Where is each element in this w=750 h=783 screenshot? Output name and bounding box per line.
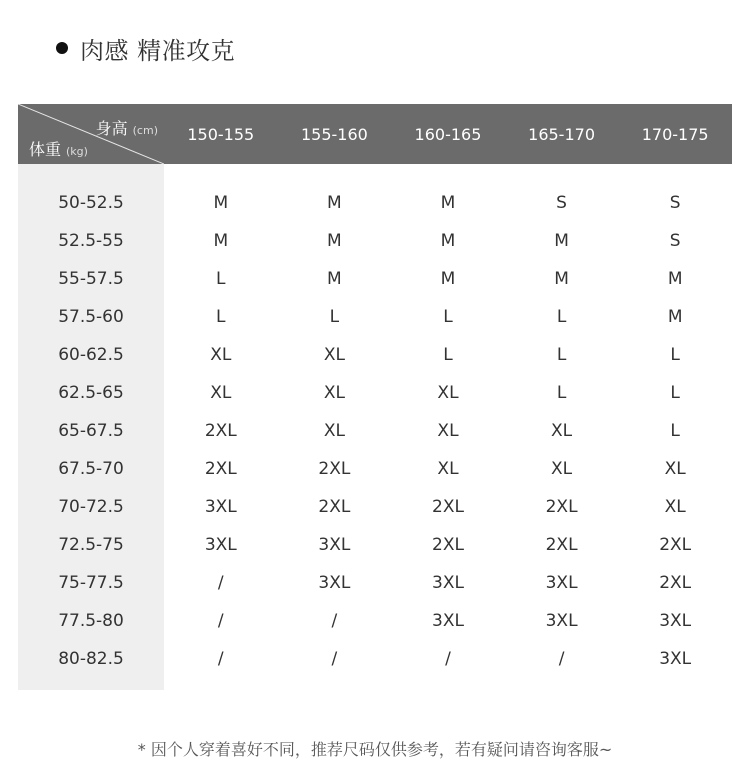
size-cell: 3XL bbox=[545, 611, 578, 631]
table-row bbox=[18, 336, 732, 374]
table-row bbox=[18, 564, 732, 602]
size-cell: XL bbox=[664, 497, 686, 517]
size-cell: M bbox=[554, 269, 569, 289]
size-cell: M bbox=[667, 269, 683, 289]
size-cell: 2XL bbox=[318, 497, 351, 517]
table-row bbox=[18, 602, 732, 640]
size-cell: M bbox=[440, 231, 456, 251]
weight-range-label: 60-62.5 bbox=[58, 345, 124, 365]
size-cell: / bbox=[331, 611, 338, 631]
table-row bbox=[18, 488, 732, 526]
size-cell: M bbox=[327, 269, 342, 289]
size-cell: XL bbox=[551, 421, 573, 441]
weight-range-label: 72.5-75 bbox=[58, 535, 124, 555]
size-cell: XL bbox=[323, 421, 345, 441]
weight-range-label: 70-72.5 bbox=[58, 497, 124, 517]
size-cell: 3XL bbox=[204, 497, 237, 517]
weight-range-label: 75-77.5 bbox=[58, 573, 124, 593]
size-cell: 3XL bbox=[432, 611, 464, 631]
size-cell: M bbox=[327, 193, 342, 213]
size-cell: 3XL bbox=[545, 573, 578, 593]
size-cell: 3XL bbox=[318, 535, 351, 555]
size-cell: L bbox=[216, 307, 226, 327]
weight-range-label: 77.5-80 bbox=[58, 611, 124, 631]
size-cell: 2XL bbox=[432, 535, 464, 555]
size-cell: M bbox=[213, 231, 229, 251]
size-cell: XL bbox=[323, 345, 345, 365]
corner-cell bbox=[18, 104, 164, 164]
size-cell: / bbox=[217, 573, 224, 593]
size-cell: L bbox=[670, 345, 680, 365]
table-row bbox=[18, 412, 732, 450]
size-cell: XL bbox=[210, 345, 232, 365]
size-cell: XL bbox=[437, 459, 459, 479]
size-cell: 2XL bbox=[432, 497, 464, 517]
bullet-icon bbox=[56, 42, 68, 54]
weight-range-label: 57.5-60 bbox=[58, 307, 124, 327]
size-cell: 2XL bbox=[204, 459, 237, 479]
size-cell: M bbox=[327, 231, 342, 251]
size-cell: S bbox=[556, 193, 567, 213]
height-column-header: 150-155 bbox=[187, 124, 255, 144]
height-axis-label: 身高 (cm) bbox=[95, 119, 158, 138]
size-cell: L bbox=[556, 307, 567, 327]
size-cell: / bbox=[331, 649, 338, 669]
height-column-header: 160-165 bbox=[414, 124, 482, 144]
heading-title: 肉感 精准攻克 bbox=[80, 36, 236, 65]
weight-range-label: 50-52.5 bbox=[58, 193, 124, 213]
size-cell: 3XL bbox=[659, 649, 692, 669]
size-cell: M bbox=[213, 193, 229, 213]
size-chart-table bbox=[18, 104, 732, 690]
size-cell: M bbox=[554, 231, 569, 251]
table-row bbox=[18, 298, 732, 336]
disclaimer-footnote: * 因个人穿着喜好不同，推荐尺码仅供参考，若有疑问请咨询客服~ bbox=[137, 740, 613, 759]
weight-axis-label: 体重 (kg) bbox=[29, 140, 88, 159]
size-cell: / bbox=[217, 611, 224, 631]
size-cell: 2XL bbox=[659, 573, 692, 593]
section-heading bbox=[56, 30, 235, 66]
table-header-row bbox=[18, 104, 732, 164]
table-row bbox=[18, 184, 732, 222]
size-cell: L bbox=[216, 269, 226, 289]
size-cell: L bbox=[670, 383, 680, 403]
size-cell: 2XL bbox=[545, 497, 578, 517]
size-cell: L bbox=[556, 345, 567, 365]
size-cell: L bbox=[443, 345, 453, 365]
size-cell: 2XL bbox=[318, 459, 351, 479]
size-cell: XL bbox=[551, 459, 573, 479]
height-column-header: 165-170 bbox=[528, 124, 595, 144]
size-cell: L bbox=[556, 383, 567, 403]
size-cell: 2XL bbox=[204, 421, 237, 441]
size-cell: 2XL bbox=[659, 535, 692, 555]
table-row bbox=[18, 526, 732, 564]
size-cell: 3XL bbox=[659, 611, 692, 631]
size-cell: S bbox=[669, 193, 681, 213]
table-row bbox=[18, 640, 732, 678]
size-cell: / bbox=[217, 649, 224, 669]
size-cell: 3XL bbox=[318, 573, 351, 593]
weight-range-label: 55-57.5 bbox=[58, 269, 124, 289]
size-cell: S bbox=[669, 231, 681, 251]
weight-range-label: 52.5-55 bbox=[58, 231, 124, 251]
size-cell: XL bbox=[210, 383, 232, 403]
size-cell: L bbox=[329, 307, 340, 327]
table-row bbox=[18, 374, 732, 412]
size-cell: / bbox=[558, 649, 565, 669]
size-cell: XL bbox=[437, 421, 459, 441]
size-cell: M bbox=[667, 307, 683, 327]
size-cell: M bbox=[440, 193, 456, 213]
table-row bbox=[18, 450, 732, 488]
size-cell: XL bbox=[437, 383, 459, 403]
weight-range-label: 80-82.5 bbox=[58, 649, 124, 669]
table-row bbox=[18, 260, 732, 298]
height-column-header: 170-175 bbox=[641, 124, 709, 144]
weight-range-label: 62.5-65 bbox=[58, 383, 124, 403]
table-body bbox=[18, 164, 732, 690]
size-cell: XL bbox=[664, 459, 686, 479]
weight-range-label: 67.5-70 bbox=[58, 459, 124, 479]
size-cell: XL bbox=[323, 383, 345, 403]
weight-range-label: 65-67.5 bbox=[58, 421, 124, 441]
size-cell: 3XL bbox=[432, 573, 464, 593]
height-column-header: 155-160 bbox=[300, 124, 368, 144]
size-cell: / bbox=[445, 649, 451, 669]
size-cell: 2XL bbox=[545, 535, 578, 555]
size-cell: 3XL bbox=[204, 535, 237, 555]
size-cell: M bbox=[440, 269, 456, 289]
table-row bbox=[18, 222, 732, 260]
size-cell: L bbox=[670, 421, 680, 441]
size-cell: L bbox=[443, 307, 453, 327]
